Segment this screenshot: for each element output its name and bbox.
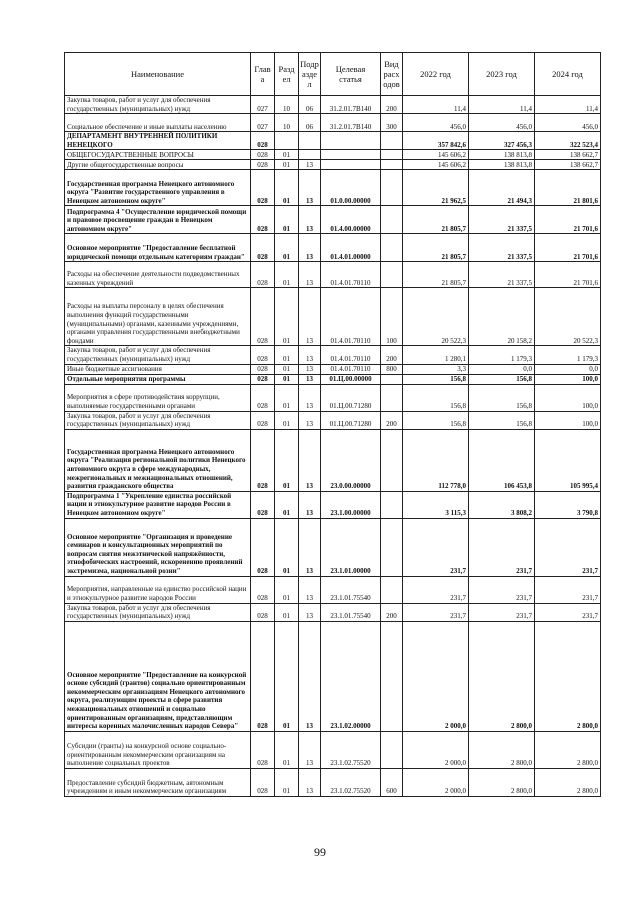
- cell-subsection: 13: [299, 288, 321, 346]
- cell-2023: 21 337,5: [469, 262, 535, 288]
- cell-2023: 327 456,3: [469, 132, 535, 150]
- cell-2024: 20 522,3: [535, 288, 601, 346]
- cell-name: Социальное обеспечение и иные выплаты населению: [65, 114, 251, 132]
- cell-name: Основное мероприятие "Предоставление бесплатной юридической помощи отдельным категориям граждан": [65, 234, 251, 262]
- cell-2024: 21 801,6: [535, 170, 601, 206]
- cell-chapter: 028: [251, 170, 275, 206]
- cell-2023: 231,7: [469, 576, 535, 603]
- cell-expense-type: [381, 234, 403, 262]
- cell-article: 01.Ц.00.71280: [321, 411, 381, 429]
- cell-2024: 0,0: [535, 364, 601, 374]
- cell-article: [321, 160, 381, 170]
- cell-expense-type: [381, 731, 403, 768]
- cell-section: 01: [275, 576, 299, 603]
- cell-section: 01: [275, 206, 299, 234]
- cell-2023: 156,8: [469, 374, 535, 384]
- cell-expense-type: 100: [381, 288, 403, 346]
- table-row: [65, 206, 601, 234]
- cell-expense-type: [381, 262, 403, 288]
- cell-2024: 2 800,0: [535, 621, 601, 731]
- cell-chapter: 028: [251, 262, 275, 288]
- cell-subsection: 13: [299, 603, 321, 621]
- header-2023: [469, 53, 535, 96]
- cell-article: 01.4.00.00000: [321, 206, 381, 234]
- cell-subsection: 13: [299, 621, 321, 731]
- cell-chapter: 028: [251, 132, 275, 150]
- cell-name: Закупка товаров, работ и услуг для обеспечения государственных (муниципальных) нужд: [65, 96, 251, 114]
- table-row: [65, 768, 601, 796]
- cell-article: 23.1.02.75520: [321, 731, 381, 768]
- cell-2023: 138 813,8: [469, 160, 535, 170]
- budget-table: [64, 52, 601, 797]
- cell-2022: 21 962,5: [403, 170, 469, 206]
- cell-article: 31.2.01.7В140: [321, 96, 381, 114]
- table-row: [65, 96, 601, 114]
- cell-expense-type: [381, 518, 403, 576]
- cell-article: 23.1.02.75520: [321, 768, 381, 796]
- cell-name: Мероприятия, направленные на единство российской нации и этнокультурное развитие народов России: [65, 576, 251, 603]
- cell-2024: 138 662,7: [535, 150, 601, 160]
- table-row: [65, 170, 601, 206]
- table-row: [65, 150, 601, 160]
- cell-expense-type: [381, 429, 403, 491]
- cell-subsection: 13: [299, 768, 321, 796]
- cell-section: 01: [275, 429, 299, 491]
- cell-2024: 2 800,0: [535, 731, 601, 768]
- cell-2022: 11,4: [403, 96, 469, 114]
- header-section-label: Разд ел: [278, 64, 295, 84]
- header-article: [321, 53, 381, 96]
- cell-name: Подпрограмма 1 "Укрепление единства российской нации и этнокультурное развитие народов России в Ненецком автономном округе": [65, 491, 251, 518]
- table-row: [65, 132, 601, 150]
- table-row: [65, 411, 601, 429]
- cell-chapter: 028: [251, 429, 275, 491]
- cell-name: Закупка товаров, работ и услуг для обеспечения государственных (муниципальных) нужд: [65, 346, 251, 364]
- cell-article: 01.4.01.70110: [321, 364, 381, 374]
- cell-name: Отдельные мероприятия программы: [65, 374, 251, 384]
- cell-2022: 3 115,3: [403, 491, 469, 518]
- cell-section: [275, 132, 299, 150]
- cell-subsection: 06: [299, 96, 321, 114]
- cell-2024: 231,7: [535, 518, 601, 576]
- cell-article: [321, 150, 381, 160]
- cell-2024: 1 179,3: [535, 346, 601, 364]
- cell-name: Предоставление субсидий бюджетным, автономным учреждениям и иным некоммерческим организациям: [65, 768, 251, 796]
- cell-2022: 21 805,7: [403, 262, 469, 288]
- cell-subsection: 13: [299, 731, 321, 768]
- cell-2023: 456,0: [469, 114, 535, 132]
- cell-name: Закупка товаров, работ и услуг для обеспечения государственных (муниципальных) нужд: [65, 411, 251, 429]
- cell-name: Закупка товаров, работ и услуг для обеспечения государственных (муниципальных) нужд: [65, 603, 251, 621]
- cell-article: 01.4.01.70110: [321, 346, 381, 364]
- cell-section: 10: [275, 96, 299, 114]
- header-section: [275, 53, 299, 96]
- cell-2023: 156,8: [469, 411, 535, 429]
- cell-section: 01: [275, 288, 299, 346]
- cell-2024: 322 523,4: [535, 132, 601, 150]
- cell-expense-type: [381, 374, 403, 384]
- table-row: [65, 374, 601, 384]
- header-expense-type: [381, 53, 403, 96]
- cell-2023: 2 800,0: [469, 731, 535, 768]
- cell-2023: 21 337,5: [469, 206, 535, 234]
- cell-2024: 21 701,6: [535, 206, 601, 234]
- cell-expense-type: [381, 170, 403, 206]
- cell-article: 23.1.01.75540: [321, 603, 381, 621]
- cell-chapter: 028: [251, 346, 275, 364]
- cell-chapter: 028: [251, 160, 275, 170]
- cell-chapter: 028: [251, 603, 275, 621]
- cell-2022: 2 000,0: [403, 768, 469, 796]
- cell-name: Другие общегосударственные вопросы: [65, 160, 251, 170]
- cell-article: [321, 132, 381, 150]
- cell-2022: 231,7: [403, 518, 469, 576]
- cell-2023: 2 800,0: [469, 768, 535, 796]
- cell-section: 01: [275, 374, 299, 384]
- cell-2023: 0,0: [469, 364, 535, 374]
- cell-2024: 21 701,6: [535, 262, 601, 288]
- cell-section: 10: [275, 114, 299, 132]
- header-name-label: Наименование: [131, 69, 184, 79]
- cell-chapter: 028: [251, 411, 275, 429]
- cell-expense-type: [381, 576, 403, 603]
- cell-article: 31.2.01.7В140: [321, 114, 381, 132]
- table-row: [65, 731, 601, 768]
- page-number: 99: [314, 845, 326, 859]
- cell-2022: 357 842,6: [403, 132, 469, 150]
- cell-chapter: 028: [251, 234, 275, 262]
- table-row: [65, 234, 601, 262]
- cell-2024: 100,0: [535, 384, 601, 411]
- header-expense-type-label: Вид расх одов: [383, 59, 400, 89]
- cell-article: 01.0.00.00000: [321, 170, 381, 206]
- table-row: [65, 576, 601, 603]
- cell-chapter: 028: [251, 491, 275, 518]
- cell-2024: 456,0: [535, 114, 601, 132]
- cell-name: Основное мероприятие "Организация и проведение семинаров и консультационных мероприятий по вопросам снятия межэтнической напряжённости, этнофобических настроений, искоренению проявлений экстремизма, национальной розни": [65, 518, 251, 576]
- cell-subsection: [299, 132, 321, 150]
- cell-expense-type: 800: [381, 364, 403, 374]
- cell-2024: 11,4: [535, 96, 601, 114]
- cell-expense-type: [381, 384, 403, 411]
- table-header-row: [65, 53, 601, 96]
- cell-article: 01.Ц.00.71280: [321, 384, 381, 411]
- table-body: [65, 96, 601, 797]
- cell-article: 23.1.02.00000: [321, 621, 381, 731]
- cell-2022: 2 000,0: [403, 621, 469, 731]
- cell-section: 01: [275, 768, 299, 796]
- cell-subsection: [299, 150, 321, 160]
- header-subsection: [299, 53, 321, 96]
- cell-section: 01: [275, 518, 299, 576]
- cell-subsection: 13: [299, 429, 321, 491]
- cell-subsection: 13: [299, 262, 321, 288]
- cell-chapter: 028: [251, 288, 275, 346]
- cell-chapter: 028: [251, 206, 275, 234]
- header-chapter: [251, 53, 275, 96]
- cell-2022: 2 000,0: [403, 731, 469, 768]
- cell-section: 01: [275, 603, 299, 621]
- cell-2022: 20 522,3: [403, 288, 469, 346]
- cell-section: 01: [275, 346, 299, 364]
- cell-2024: 105 995,4: [535, 429, 601, 491]
- table-row: [65, 429, 601, 491]
- cell-article: 23.1.00.00000: [321, 491, 381, 518]
- cell-2024: 138 662,7: [535, 160, 601, 170]
- header-2022-label: 2022 год: [420, 69, 451, 79]
- cell-subsection: 06: [299, 114, 321, 132]
- cell-section: 01: [275, 621, 299, 731]
- cell-name: Подпрограмма 4 "Осуществление юридической помощи и правовое просвещение граждан в Ненецком автономном округе": [65, 206, 251, 234]
- table-row: [65, 603, 601, 621]
- cell-subsection: 13: [299, 411, 321, 429]
- cell-subsection: 13: [299, 491, 321, 518]
- cell-name: Иные бюджетные ассигнования: [65, 364, 251, 374]
- cell-chapter: 028: [251, 576, 275, 603]
- cell-2022: 145 606,2: [403, 160, 469, 170]
- cell-expense-type: [381, 206, 403, 234]
- cell-name: Основное мероприятие "Предоставление на конкурсной основе субсидий (грантов) социально ориентированным некоммерческим организациям Ненецкого автономного округа, реализующим проекты в сфере развития межнациональных отношений и социально ориентированным организациям, представляющим интересы коренных малочисленных народов Севера": [65, 621, 251, 731]
- cell-section: 01: [275, 364, 299, 374]
- cell-name: ДЕПАРТАМЕНТ ВНУТРЕННЕЙ ПОЛИТИКИ НЕНЕЦКОГО: [65, 132, 251, 150]
- cell-2023: 231,7: [469, 603, 535, 621]
- cell-section: 01: [275, 491, 299, 518]
- cell-2023: 1 179,3: [469, 346, 535, 364]
- cell-section: 01: [275, 262, 299, 288]
- table-row: [65, 346, 601, 364]
- header-2023-label: 2023 год: [486, 69, 517, 79]
- table-row: [65, 160, 601, 170]
- cell-section: 01: [275, 731, 299, 768]
- cell-2023: 3 808,2: [469, 491, 535, 518]
- cell-name: Государственная программа Ненецкого автономного округа "Реализация региональной политики Ненецкого автономного округа в сфере международных, межрегиональных и межнациональных отношений, развития гражданского общества: [65, 429, 251, 491]
- cell-expense-type: 200: [381, 96, 403, 114]
- cell-2022: 112 778,0: [403, 429, 469, 491]
- cell-chapter: 028: [251, 621, 275, 731]
- cell-2023: 21 337,5: [469, 234, 535, 262]
- cell-2024: 231,7: [535, 603, 601, 621]
- cell-subsection: 13: [299, 170, 321, 206]
- cell-section: 01: [275, 411, 299, 429]
- cell-2024: 21 701,6: [535, 234, 601, 262]
- cell-expense-type: 200: [381, 346, 403, 364]
- cell-2024: 100,0: [535, 411, 601, 429]
- cell-2024: 3 790,8: [535, 491, 601, 518]
- cell-subsection: 13: [299, 206, 321, 234]
- cell-subsection: 13: [299, 346, 321, 364]
- cell-expense-type: 200: [381, 411, 403, 429]
- cell-subsection: 13: [299, 518, 321, 576]
- cell-2023: 106 453,8: [469, 429, 535, 491]
- cell-expense-type: [381, 491, 403, 518]
- cell-2022: 145 606,2: [403, 150, 469, 160]
- cell-2022: 156,8: [403, 411, 469, 429]
- cell-2024: 2 800,0: [535, 768, 601, 796]
- cell-name: Государственная программа Ненецкого автономного округа "Развитие государственного управления в Ненецком автономном округе": [65, 170, 251, 206]
- cell-subsection: 13: [299, 364, 321, 374]
- cell-2022: 1 280,1: [403, 346, 469, 364]
- header-2024-label: 2024 год: [552, 69, 583, 79]
- cell-2023: 21 494,3: [469, 170, 535, 206]
- cell-2022: 156,8: [403, 384, 469, 411]
- cell-section: 01: [275, 160, 299, 170]
- cell-2023: 2 800,0: [469, 621, 535, 731]
- cell-section: 01: [275, 170, 299, 206]
- table-row: [65, 518, 601, 576]
- cell-expense-type: 200: [381, 603, 403, 621]
- cell-article: 01.4.01.00000: [321, 234, 381, 262]
- cell-2023: 138 813,8: [469, 150, 535, 160]
- table-row: [65, 384, 601, 411]
- table-row: [65, 364, 601, 374]
- cell-expense-type: [381, 132, 403, 150]
- cell-article: 23.1.01.00000: [321, 518, 381, 576]
- header-chapter-label: Глав а: [254, 64, 271, 84]
- header-name: [65, 53, 251, 96]
- cell-subsection: 13: [299, 576, 321, 603]
- header-article-label: Целевая статья: [335, 64, 366, 84]
- table-row: [65, 114, 601, 132]
- header-2024: [535, 53, 601, 96]
- cell-article: 23.1.01.75540: [321, 576, 381, 603]
- cell-subsection: 13: [299, 234, 321, 262]
- cell-2022: 231,7: [403, 576, 469, 603]
- cell-name: Расходы на обеспечение деятельности подведомственных казенных учреждений: [65, 262, 251, 288]
- cell-article: 23.0.00.00000: [321, 429, 381, 491]
- cell-2022: 3,3: [403, 364, 469, 374]
- cell-section: 01: [275, 384, 299, 411]
- cell-subsection: 13: [299, 384, 321, 411]
- cell-2024: 231,7: [535, 576, 601, 603]
- cell-name: Субсидии (гранты) на конкурсной основе социально-ориентированным некоммерческим организациям на выполнение социальных проектов: [65, 731, 251, 768]
- cell-chapter: 028: [251, 731, 275, 768]
- cell-section: 01: [275, 150, 299, 160]
- cell-chapter: 028: [251, 768, 275, 796]
- budget-table-sheet: [64, 52, 600, 797]
- cell-expense-type: [381, 150, 403, 160]
- cell-subsection: 13: [299, 374, 321, 384]
- cell-2022: 21 805,7: [403, 234, 469, 262]
- cell-expense-type: 300: [381, 114, 403, 132]
- cell-name: ОБЩЕГОСУДАРСТВЕННЫЕ ВОПРОСЫ: [65, 150, 251, 160]
- cell-article: 01.4.01.70110: [321, 288, 381, 346]
- cell-subsection: 13: [299, 160, 321, 170]
- table-row: [65, 262, 601, 288]
- table-row: [65, 288, 601, 346]
- cell-expense-type: 600: [381, 768, 403, 796]
- cell-2023: 231,7: [469, 518, 535, 576]
- cell-2022: 456,0: [403, 114, 469, 132]
- cell-name: Мероприятия в сфере противодействия коррупции, выполняемые государственными органами: [65, 384, 251, 411]
- cell-chapter: 028: [251, 518, 275, 576]
- cell-2023: 20 158,2: [469, 288, 535, 346]
- cell-chapter: 027: [251, 96, 275, 114]
- cell-article: 01.Ц.00.00000: [321, 374, 381, 384]
- cell-section: 01: [275, 234, 299, 262]
- cell-2022: 156,8: [403, 374, 469, 384]
- cell-chapter: 028: [251, 150, 275, 160]
- cell-2022: 231,7: [403, 603, 469, 621]
- header-2022: [403, 53, 469, 96]
- cell-expense-type: [381, 160, 403, 170]
- cell-article: 01.4.01.70110: [321, 262, 381, 288]
- cell-2024: 100,0: [535, 374, 601, 384]
- cell-chapter: 028: [251, 364, 275, 374]
- cell-expense-type: [381, 621, 403, 731]
- cell-2022: 21 805,7: [403, 206, 469, 234]
- header-subsection-label: Подр азде л: [300, 59, 319, 89]
- cell-chapter: 028: [251, 384, 275, 411]
- cell-2023: 11,4: [469, 96, 535, 114]
- cell-2023: 156,8: [469, 384, 535, 411]
- cell-chapter: 027: [251, 114, 275, 132]
- cell-chapter: 028: [251, 374, 275, 384]
- table-row: [65, 621, 601, 731]
- cell-name: Расходы на выплаты персоналу в целях обеспечения выполнения функций государственными (муниципальными) органами, казенными учреждениями, органами управления государственными внебюджетными фондами: [65, 288, 251, 346]
- table-row: [65, 491, 601, 518]
